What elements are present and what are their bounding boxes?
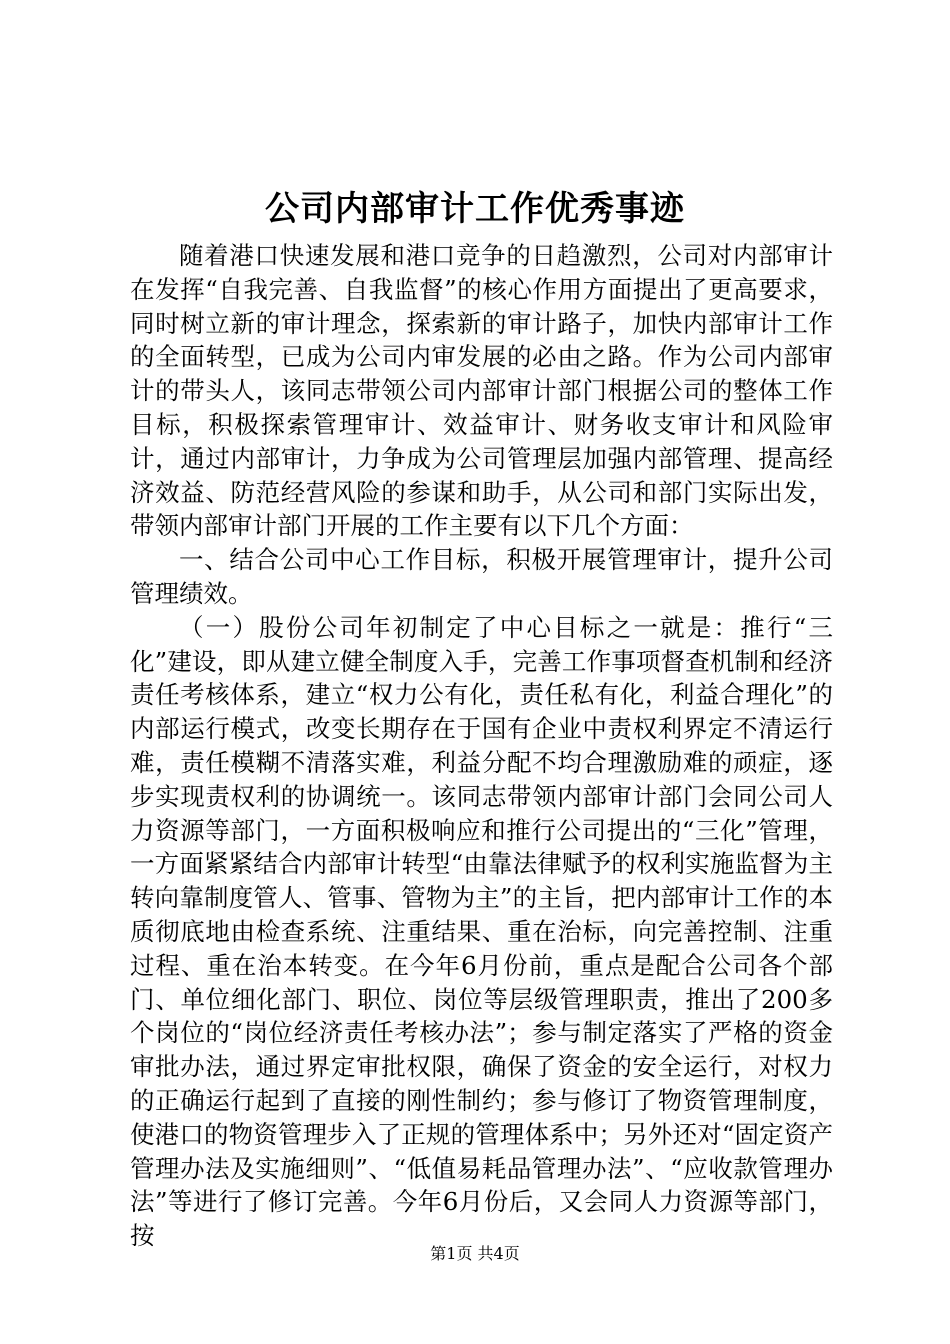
paragraph-intro: 随着港口快速发展和港口竞争的日趋激烈，公司对内部审计在发挥“自我完善、自我监督”的核心作用方面提出了更高要求，同时树立新的审计理念，探索新的审计路子，加快内部审计工作的全面转型，已成为公司内审发展的必由之路。作为公司内部审计的带头人，该同志带领公司内部审计部门根据公司的整体工作目标，积极探索管理审计、效益审计、财务收支审计和风险审计，通过内部审计，力争成为公司管理层加强内部管理、提高经济效益、防范经营风险的参谋和助手，从公司和部门实际出发，带领内部审计部门开展的工作主要有以下几个方面： bbox=[130, 241, 833, 541]
document-title: 公司内部审计工作优秀事迹 bbox=[265, 189, 685, 229]
page-footer: 第1页 共4页 bbox=[430, 1244, 520, 1263]
paragraph-subsection-one: （一）股份公司年初制定了中心目标之一就是：推行“三化”建设，即从建立健全制度入手，完善工作事项督查机制和经济责任考核体系，建立“权力公有化，责任私有化，利益合理化”的内部运行模式，改变长期存在于国有企业中责权利界定不清运行难，责任模糊不清落实难，利益分配不均合理激励难的顽症，逐步实现责权利的协调统一。该同志带领内部审计部门会同公司人力资源等部门，一方面积极响应和推行公司提出的“三化”管理，一方面紧紧结合内部审计转型“由靠法律赋予的权利实施监督为主转向靠制度管人、管事、管物为主”的主旨，把内部审计工作的本质彻底地由检查系统、注重结果、重在治标，向完善控制、注重过程、重在治本转变。在今年6月份前，重点是配合公司各个部门、单位细化部门、职位、岗位等层级管理职责，推出了200多个岗位的“岗位经济责任考核办法”；参与制定落实了严格的资金审批办法，通过界定审批权限，确保了资金的安全运行，对权力的正确运行起到了直接的刚性制约；参与修订了物资管理制度，使港口的物资管理步入了正规的管理体系中；另外还对“固定资产管理办法及实施细则”、“低值易耗品管理办法”、“应收款管理办法”等进行了修订完善。今年6月份后，又会同人力资源等部门，按 bbox=[130, 612, 833, 1251]
document-body bbox=[130, 239, 833, 1253]
paragraph-section-heading: 一、结合公司中心工作目标，积极开展管理审计，提升公司管理绩效。 bbox=[130, 545, 833, 608]
